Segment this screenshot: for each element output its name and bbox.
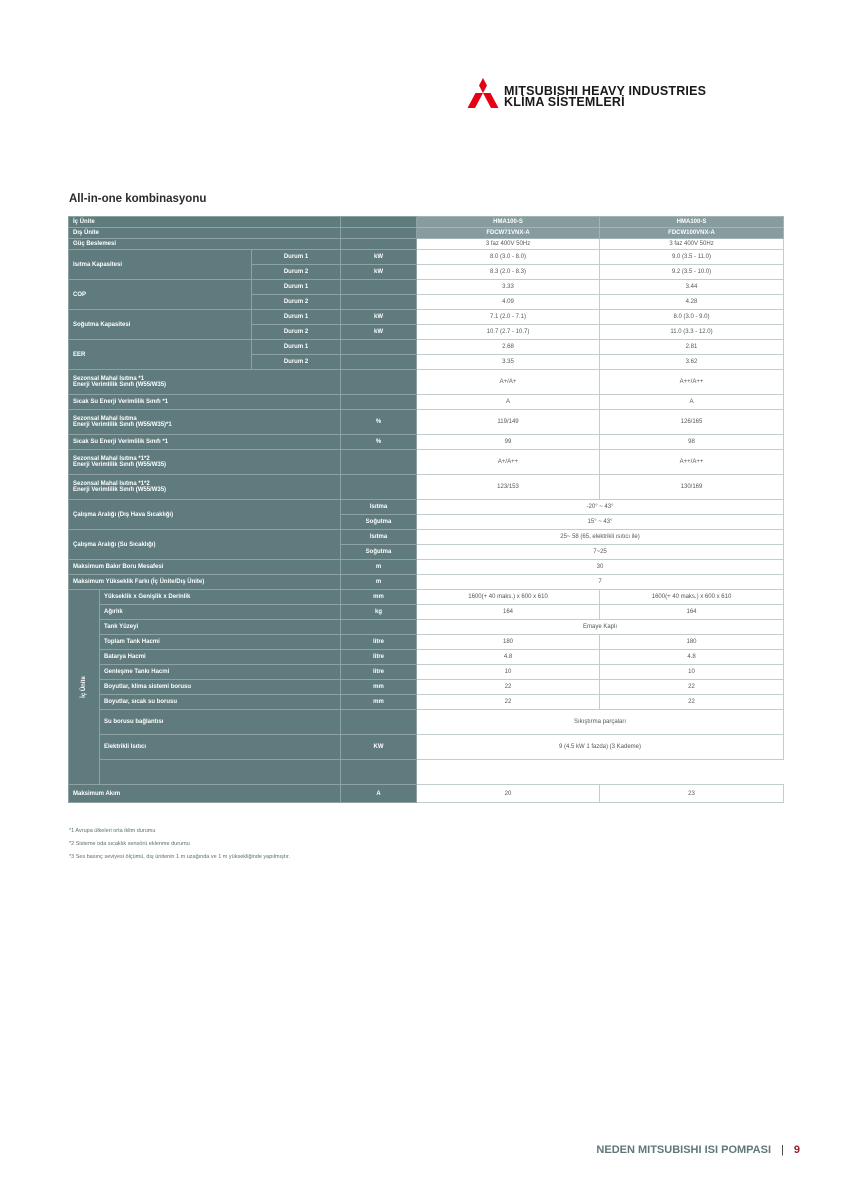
unit: mm [341,695,417,710]
unit: litre [341,650,417,665]
table-row [69,665,784,680]
cell-value: 8.3 (2.0 - 8.3) [417,265,600,280]
logo-line-1: MITSUBISHI HEAVY INDUSTRIES [504,84,707,98]
cell-value: 126/165 [600,410,784,435]
sub-label: Durum 1 [252,310,341,325]
row-label: Sıcak Su Enerji Verimlilik Sınıfı *1 [69,395,341,410]
table-row [69,605,784,620]
unit: kW [341,250,417,265]
cell-value: 23 [600,785,784,803]
cell-value: A [600,395,784,410]
cell-value: 119/149 [417,410,600,435]
table-row [69,475,784,500]
row-label: Isıtma Kapasitesi [69,250,252,280]
row-label: Çalışma Aralığı (Dış Hava Sıcaklığı) [69,500,341,530]
unit: litre [341,635,417,650]
table-row [69,785,784,803]
unit: kW [341,310,417,325]
cell-value: 30 [417,560,784,575]
cell-value: 8.0 (3.0 - 9.0) [600,310,784,325]
table-row [69,395,784,410]
row-label: Güç Beslemesi [69,239,341,250]
footnote: *3 Ses basınç seviyesi ölçümü, dış ünitenin 1 m uzağında ve 1 m yüksekliğinde yapılmıştır. [69,854,291,860]
mitsubishi-diamonds-icon [467,78,499,108]
cell-value: -20° ~ 43° [417,500,784,515]
unit: kg [341,605,417,620]
cell-value: 9.2 (3.5 - 10.0) [600,265,784,280]
table-row [69,239,784,250]
cell-value: 7 [417,575,784,590]
model-2-outdoor: FDCW100VNX-A [600,228,784,239]
table-row [69,560,784,575]
row-label: Boyutlar, klima sistemi borusu [100,680,341,695]
row-label: Yükseklik x Genişlik x Derinlik [100,590,341,605]
sub-label: Durum 1 [252,340,341,355]
sub-label: Soğutma [341,545,417,560]
footnote: *1 Avrupa ülkeleri orta iklim durumu [69,828,156,834]
unit: kW [341,265,417,280]
table-row [69,370,784,395]
unit: litre [341,665,417,680]
cell-value: 3.33 [417,280,600,295]
cell-value: 20 [417,785,600,803]
cell-value: A++/A++ [600,370,784,395]
group-label-indoor-unit: İç Ünite [69,590,100,785]
cell-value: Emaye Kaplı [417,620,784,635]
unit: m [341,575,417,590]
row-label: Çalışma Aralığı (Su Sıcaklığı) [69,530,341,560]
cell-value: A+/A+ [417,370,600,395]
cell-value: 3.62 [600,355,784,370]
table-row [69,680,784,695]
table-row [69,250,784,265]
cell-value: 11.0 (3.3 - 12.0) [600,325,784,340]
row-label: Genleşme Tankı Hacmi [100,665,341,680]
table-row [69,450,784,475]
row-label: Maksimum Bakır Boru Mesafesi [69,560,341,575]
unit: A [341,785,417,803]
sub-label: Durum 1 [252,250,341,265]
cell-value: 130/169 [600,475,784,500]
cell-value: 4.8 [600,650,784,665]
cell-value: 164 [600,605,784,620]
row-label: Soğutma Kapasitesi [69,310,252,340]
cell-value: 164 [417,605,600,620]
sub-label: Durum 2 [252,265,341,280]
unit: KW [341,735,417,760]
cell-value: 1600(+ 40 maks.) x 600 x 610 [417,590,600,605]
model-1-indoor: HMA100-S [417,217,600,228]
model-2-indoor: HMA100-S [600,217,784,228]
row-label: Sıcak Su Enerji Verimlilik Sınıfı *1 [69,435,341,450]
section-title: All-in-one kombinasyonu [69,193,207,205]
sub-label: Durum 2 [252,325,341,340]
table-row [69,310,784,325]
table-row [69,217,784,228]
cell-value: A+/A++ [417,450,600,475]
cell-value: A++/A++ [600,450,784,475]
cell-value: 9.0 (3.5 - 11.0) [600,250,784,265]
page-number: 9 [793,1144,800,1156]
table-row [69,710,784,735]
row-label: Toplam Tank Hacmi [100,635,341,650]
cell-value: A [417,395,600,410]
cell-value: 10.7 (2.7 - 10.7) [417,325,600,340]
cell-value: 7.1 (2.0 - 7.1) [417,310,600,325]
row-label: Tank Yüzeyi [100,620,341,635]
sub-label: Isıtma [341,500,417,515]
table-row [69,500,784,515]
table-row [69,620,784,635]
cell-value: 15° ~ 43° [417,515,784,530]
page-footer [596,1144,800,1156]
unit: mm [341,680,417,695]
table-row [69,410,784,435]
cell-value: 2.68 [417,340,600,355]
cell-value: 10 [600,665,784,680]
table-row [69,435,784,450]
table-row [69,760,784,785]
table-row [69,228,784,239]
row-label: Sezonsal Mahal Isıtma *1*2 Enerji Verimlilik Sınıfı (W55/W35) [69,475,341,500]
row-label: COP [69,280,252,310]
cell-value: 3 faz 400V 50Hz [600,239,784,250]
cell-value: 2.81 [600,340,784,355]
table-row [69,650,784,665]
row-label: EER [69,340,252,370]
cell-value: 7~25 [417,545,784,560]
cell-value: Sıkıştırma parçaları [417,710,784,735]
table-row [69,280,784,295]
cell-value: 3 faz 400V 50Hz [417,239,600,250]
cell-value: 1600(+ 40 maks.) x 600 x 610 [600,590,784,605]
cell-value: 4.28 [600,295,784,310]
cell-value: 25~ 58 (65, elektrikli ısıtıcı ile) [417,530,784,545]
table-row [69,590,784,605]
unit: m [341,560,417,575]
row-label: Sezonsal Mahal Isıtma *1*2 Enerji Verimlilik Sınıfı (W55/W35) [69,450,341,475]
sub-label: Durum 2 [252,355,341,370]
row-label: İç Ünite [69,217,341,228]
cell-value: 9 (4.5 kW 1 fazda) (3 Kademe) [417,735,784,760]
cell-value: 98 [600,435,784,450]
table-row [69,695,784,710]
table-row [69,340,784,355]
footer-title: NEDEN MITSUBISHI ISI POMPASI [596,1144,772,1156]
row-label: Su borusu bağlantısı [100,710,341,735]
row-label: Dış Ünite [69,228,341,239]
cell-value: 3.35 [417,355,600,370]
table-row [69,635,784,650]
row-label: Sezonsal Mahal Isıtma Enerji Verimlilik Sınıfı (W55/W35)*1 [69,410,341,435]
cell-value: 8.0 (3.0 - 8.0) [417,250,600,265]
cell-value: 22 [600,695,784,710]
row-label: Maksimum Akım [69,785,341,803]
row-label: Ağırlık [100,605,341,620]
sub-label: Durum 1 [252,280,341,295]
cell-value: 22 [417,680,600,695]
row-label: Batarya Hacmi [100,650,341,665]
cell-value: 10 [417,665,600,680]
cell-value: 3.44 [600,280,784,295]
sub-label: Durum 2 [252,295,341,310]
cell-value: 4.8 [417,650,600,665]
model-1-outdoor: FDCW71VNX-A [417,228,600,239]
logo-line-2: KLİMA SİSTEMLERİ [504,95,625,109]
cell-value: 123/153 [417,475,600,500]
unit: % [341,435,417,450]
table-row [69,530,784,545]
footer-separator: | [781,1144,784,1156]
unit: kW [341,325,417,340]
sub-label: Soğutma [341,515,417,530]
cell-value: 180 [417,635,600,650]
company-logo [467,78,782,110]
row-label: Elektrikli Isıtıcı [100,735,341,760]
cell-value: 22 [417,695,600,710]
cell-value: 22 [600,680,784,695]
spec-table [68,216,784,803]
table-row [69,575,784,590]
cell-value: 180 [600,635,784,650]
row-label: Boyutlar, sıcak su borusu [100,695,341,710]
unit: % [341,410,417,435]
cell-value: 4.09 [417,295,600,310]
sub-label: Isıtma [341,530,417,545]
row-label: Maksimum Yükseklik Farkı (İç Ünite/Dış Ünite) [69,575,341,590]
footnotes [69,825,290,864]
row-label: Sezonsal Mahal Isıtma *1 Enerji Verimlilik Sınıfı (W55/W35) [69,370,341,395]
unit: mm [341,590,417,605]
cell-value: 99 [417,435,600,450]
footnote: *2 Sisteme oda sıcaklık sensörü eklenme durumu [69,841,190,847]
table-row [69,735,784,760]
